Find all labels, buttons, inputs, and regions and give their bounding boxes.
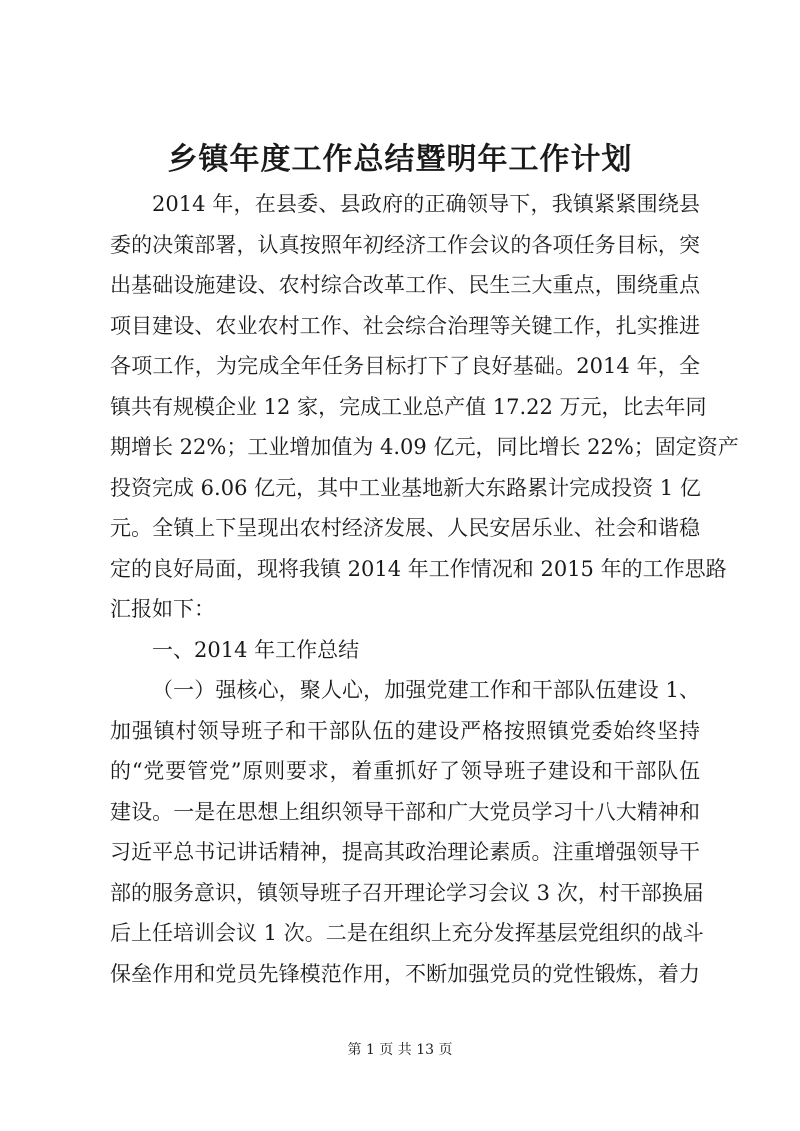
paragraph-line: 2014 年，在县委、县政府的正确领导下，我镇紧紧围绕县	[152, 192, 700, 216]
paragraph-line: 投资完成 6.06 亿元，其中工业基地新大东路累计完成投资 1 亿	[110, 475, 701, 500]
paragraph-line: 后上任培训会议 1 次。二是在组织上充分发挥基层党组织的战斗	[110, 921, 704, 945]
paragraph-line: 汇报如下：	[110, 597, 215, 621]
paragraph-line: 出基础设施建设、农村综合改革工作、民生三大重点，围绕重点	[110, 273, 700, 297]
paragraph-line: 镇共有规模企业 12 家，完成工业总产值 17.22 万元，比去年同	[110, 394, 707, 419]
paragraph-line: 项目建设、农业农村工作、社会综合治理等关键工作，扎实推进	[110, 313, 700, 338]
paragraph-line: 期增长 22%；工业增加值为 4.09 亿元，同比增长 22%；固定资产	[110, 435, 739, 459]
document-title: 乡镇年度工作总结暨明年工作计划	[167, 142, 633, 177]
paragraph-line: 保垒作用和党员先锋模范作用，不断加强党员的党性锻炼，着力	[110, 961, 700, 986]
paragraph-line: 元。全镇上下呈现出农村经济发展、人民安居乐业、社会和谐稳	[110, 516, 700, 540]
paragraph-line: 的“党要管党”原则要求，着重抓好了领导班子建设和干部队伍	[110, 759, 700, 783]
paragraph-line: 习近平总书记讲话精神，提高其政治理论素质。注重增强领导干	[110, 840, 700, 864]
paragraph-line: 定的良好局面，现将我镇 2014 年工作情况和 2015 年的工作思路	[110, 556, 727, 581]
paragraph-line: 委的决策部署，认真按照年初经济工作会议的各项任务目标，突	[110, 232, 700, 257]
paragraph-line: 部的服务意识，镇领导班子召开理论学习会议 3 次，村干部换届	[110, 880, 704, 905]
paragraph-line: 加强镇村领导班子和干部队伍的建设严格按照镇党委始终坚持	[110, 718, 700, 743]
paragraph-line: 建设。一是在思想上组织领导干部和广大党员学习十八大精神和	[110, 799, 700, 824]
section-heading: 一、2014 年工作总结	[152, 637, 360, 662]
subsection-heading: （一）强核心，聚人心，加强党建工作和干部队伍建设 1、	[152, 678, 700, 702]
document-body	[110, 184, 739, 994]
paragraph-line: 各项工作，为完成全年任务目标打下了良好基础。2014 年，全	[110, 354, 700, 378]
page-footer: 第 1 页 共 13 页	[347, 1042, 453, 1058]
